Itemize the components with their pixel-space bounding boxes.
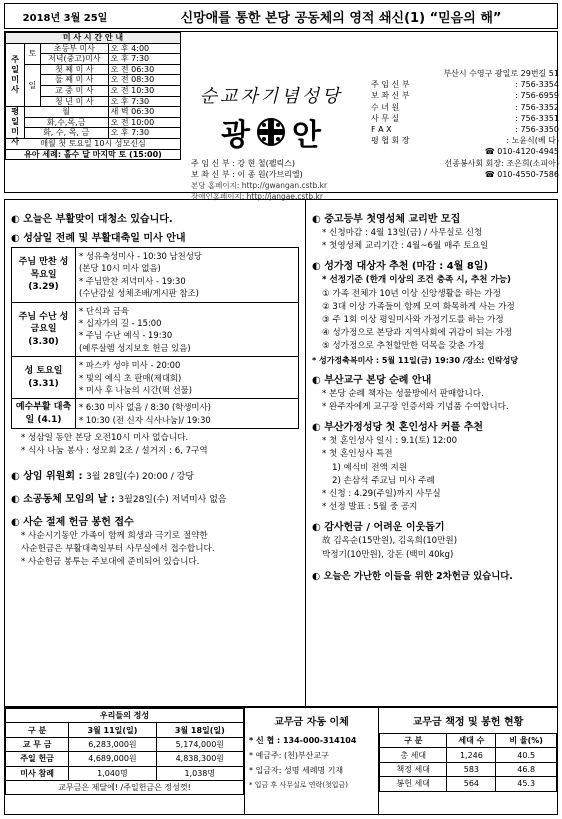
- holy-family-item: ② 3대 이상 가족들이 함께 모여 화목하게 사는 가정: [322, 301, 515, 312]
- mass-time: 오 전 10:00: [108, 117, 180, 128]
- holy-family-item: ③ 주 1회 이상 평일미사와 가정기도를 하는 가정: [322, 315, 504, 326]
- lent-item: * 사순헌금 봉투는 주보대에 준비되어 있습니다.: [21, 557, 200, 568]
- header-bar: [4, 3, 558, 29]
- mass-schedule-title: 미 사 시 간 안 내: [6, 33, 181, 44]
- contact-key: 수 녀 원: [371, 102, 400, 112]
- tithe-cell: 1,246: [447, 748, 496, 762]
- notice-cleaning: ◐ 오늘은 부활맞이 대청소 있습니다.: [11, 214, 173, 225]
- tithe-head: 세대 수: [447, 734, 496, 748]
- committee-text: 3월 28일(수) 20:00 / 강당: [85, 471, 195, 482]
- offering-head: 3월 18일(일): [156, 723, 243, 737]
- contact-value: : 756-6959: [515, 91, 559, 101]
- holy-family-lead: * 선정기준 (한개 이상의 조건 충족 시, 추천 가능): [322, 275, 511, 286]
- wedding-item: 1) 예식비 전액 지원: [332, 462, 408, 473]
- offering-footer: 교무금은 제달에! /주일헌금은 정성껏!: [6, 780, 244, 794]
- mass-name: 교 중 미 사: [40, 85, 108, 96]
- cross-emblem-icon: [256, 117, 286, 147]
- holy-family-mass: * 성가정축복미사 : 5월 11일(금) 19:30 /장소: 인락성당: [312, 355, 519, 365]
- bulletin-date: 2018년 3월 25일: [22, 12, 108, 24]
- top-section: [4, 31, 559, 201]
- staff-info: [191, 158, 363, 202]
- lent-item: 사순헌금은 부활대축일부터 사무실에서 접수합니다.: [21, 543, 215, 554]
- auto-transfer-title: 교무금 자동 이체: [274, 717, 349, 728]
- auto-transfer-item: * 신 협 : 134-000-314104: [249, 736, 357, 745]
- wedding-title: ◐ 부산가정성당 첫 혼인성사 커플 추천: [312, 422, 484, 434]
- mass-name: 초등부 미사: [40, 43, 108, 54]
- monthly-mass: 매월 첫 토요일 10시 성모신심: [6, 138, 181, 149]
- contact-value: : 756-3351: [515, 113, 559, 123]
- tithe-cell: 봉헌 세대: [380, 777, 447, 791]
- tithe-cell: 45.3: [496, 777, 557, 791]
- thanks-offering-item: 박정기(10만원), 강돈 (백미 40kg): [322, 549, 454, 560]
- schedule-item: * 미사 후 나눔의 시간(떡 선물): [79, 385, 193, 396]
- wedding-item: * 신청 : 4.29(주일)까지 사무실: [322, 489, 441, 500]
- offering-cell: 1,040명: [69, 766, 156, 780]
- weekday-head: 월: [24, 107, 108, 118]
- tithe-head: 구 분: [380, 734, 447, 748]
- holy-family-item: ① 가족 전체가 10년 이상 신앙생활을 하는 가정: [322, 288, 501, 299]
- tithe-cell: 46.8: [496, 762, 557, 776]
- offering-table: [5, 708, 245, 814]
- saturday-label: 토: [24, 43, 40, 64]
- sunday-mass-label: 주일미사: [6, 43, 25, 107]
- tithe-cell: 40.5: [496, 748, 557, 762]
- offering-cell: 6,283,000원: [69, 737, 156, 751]
- schedule-day: 주님 만찬 성 목요일 (3.29): [12, 248, 76, 303]
- holy-family-item: ⑤ 성가정으로 추천할만한 덕목을 갖춘 가정: [322, 341, 485, 352]
- easter-schedule-table: [11, 247, 299, 429]
- offering-cell: 미사 참례: [6, 766, 69, 780]
- staff-row: 주 임 신 부 : 강 현 철(펠릭스): [191, 159, 296, 168]
- mass-time: 오 전 10:30: [108, 85, 180, 96]
- phone: ☎ 010-4550-7586: [484, 169, 559, 179]
- auto-transfer-item: * 예금주: (천)부산교구: [249, 751, 329, 760]
- parish-logo: [191, 82, 351, 154]
- tithe-cell: 총 세대: [380, 748, 447, 762]
- wedding-item: * 선정 발표 : 5월 중 공지: [322, 502, 418, 513]
- lent-offering-title: ◐ 사순 절제 헌금 봉헌 접수: [11, 516, 134, 528]
- contact-info: [371, 68, 559, 180]
- schedule-item: * 성유축성미사 - 10:30 남천성당: [79, 251, 202, 261]
- tithe-cell: 책정 세대: [380, 762, 447, 776]
- offering-cell: 5,174,000원: [156, 737, 243, 751]
- mass-name: 화,수,목,금: [24, 117, 108, 128]
- offering-head: 3월 11일(일): [69, 723, 156, 737]
- mass-time: 오 전 06:30: [108, 64, 180, 75]
- tithe-status: [379, 708, 557, 814]
- mass-time: 오 후 7:30: [108, 54, 180, 65]
- parish-subtitle: 순교자기념성당: [199, 86, 343, 107]
- contact-value: : 노윤식(베 다): [506, 136, 559, 146]
- wedding-item: * 첫 혼인성사 일시 : 9.1(토) 12:00: [322, 436, 458, 447]
- tithe-status-title: 교무금 책정 및 봉헌 현황: [412, 717, 524, 728]
- schedule-day: 예수부활 대축일 (4.1): [12, 399, 76, 429]
- contact-key: 주 임 신 부: [371, 80, 410, 90]
- bulletin-slogan: 신망애를 통한 본당 공동체의 영적 쇄신(1) “믿음의 해”: [180, 10, 502, 26]
- contact-value: : 756-3350: [515, 125, 559, 135]
- disability-homepage-label: 장애인홈페이지:: [191, 192, 245, 201]
- right-column: [306, 199, 558, 707]
- phone: ☎ 010-4120-4945: [484, 147, 559, 157]
- mass-schedule: [5, 32, 181, 160]
- schedule-item: (수난감실 성체조배/게시판 참조): [79, 288, 199, 299]
- schedule-item: * 단식과 금육: [79, 305, 129, 316]
- funeral-service-rep: 선종봉사회 회장: 조은희(소피아): [444, 158, 559, 168]
- mass-name: 청 년 미 사: [40, 96, 108, 107]
- thanks-offering-title: ◐ 감사헌금 / 어려운 이웃돕기: [312, 522, 445, 534]
- pilgrimage-item: * 완주자에게 교구장 인증서와 기념품 수여합니다.: [322, 402, 509, 413]
- mass-time: 새 벽 06:30: [108, 107, 180, 118]
- mass-name: 첫 째 미 사: [40, 64, 108, 75]
- infant-baptism: 유아 세례: 홀수 달 마지막 토 (15:00): [6, 149, 181, 160]
- auto-transfer: [245, 708, 379, 814]
- sunday-label: 일: [24, 64, 40, 106]
- tithe-head: 비 율(%): [496, 734, 557, 748]
- offering-cell: 주일 헌금: [6, 752, 69, 766]
- note: * 식사 나눔 봉사 : 성모회 2조 / 설거지 : 6, 7구역: [21, 446, 208, 457]
- bottom-section: [4, 707, 558, 815]
- mass-name: 둘 째 미 사: [40, 75, 108, 86]
- schedule-item: * 10:30 (전 신자 식사나눔)/ 19:30: [79, 414, 211, 425]
- schedule-item: * 주님만찬 저녁미사 - 19:30: [79, 275, 186, 286]
- holy-family-title: ◐ 성가정 대상자 추천 (마감 : 4월 8일): [312, 261, 489, 273]
- offering-cell: 4,689,000원: [69, 752, 156, 766]
- mass-time: 오 전 08:30: [108, 75, 180, 86]
- note: * 성삼일 동안 본당 오전10시 미사 없습니다.: [21, 433, 189, 444]
- tithe-cell: 583: [447, 762, 496, 776]
- contact-key: F A X: [371, 125, 392, 135]
- parish-name-right: 안: [292, 118, 321, 153]
- offering-cell: 4,838,300원: [156, 752, 243, 766]
- schedule-day: 주님 수난 성 금요일 (3.30): [12, 302, 76, 357]
- contact-key: 사 무 실: [371, 113, 400, 123]
- homepage-link[interactable]: http://gwangan.cstb.kr: [241, 181, 328, 190]
- schedule-item: * 6:30 미사 없음 / 8:30 (학생미사): [79, 402, 211, 413]
- schedule-day: 성 토요일 (3.31): [12, 357, 76, 399]
- first-communion-item: * 신청마감 : 4월 13일(금) / 사무실로 신청: [322, 228, 483, 238]
- schedule-item: * 십자가의 길 - 15:00: [79, 318, 162, 329]
- mass-name: 화, 수, 목, 금: [24, 128, 108, 139]
- offering-head: 구 분: [6, 723, 69, 737]
- staff-row: 보 좌 신 부 : 이 종 원(가브리엘): [191, 170, 303, 179]
- offering-cell: 1,038명: [156, 766, 243, 780]
- auto-transfer-item: * 입금자: 성명 세례명 기재: [249, 766, 344, 775]
- mass-name: 저녁(중고)미사: [40, 54, 108, 65]
- contact-value: : 756-3352: [515, 102, 559, 112]
- wedding-item: 2) 손삼석 주교님 미사 주례: [332, 475, 435, 486]
- wedding-item: * 첫 혼인성사 특전: [322, 449, 393, 460]
- schedule-item: * 빛의 예식 초 판매(제대회): [79, 372, 182, 383]
- schedule-item: (예루살렘 성지보호 헌금 있음): [79, 342, 191, 353]
- offering-title: 우리들의 정성: [6, 709, 244, 723]
- schedule-item: (본당 10시 미사 없음): [79, 263, 161, 274]
- notice-easter-schedule: ◐ 성삼일 전례 및 부활대축일 미사 안내: [11, 233, 186, 244]
- weekday-mass-label: 평일미사: [6, 107, 25, 139]
- contact-key: 보 좌 신 부: [371, 91, 410, 101]
- pilgrimage-item: * 본당 순례 책자는 성물방에서 판매합니다.: [322, 388, 484, 399]
- holy-family-item: ④ 성가정으로 본당과 지역사회에 귀감이 되는 가정: [322, 328, 513, 339]
- parish-name-left: 광: [221, 118, 250, 153]
- schedule-item: * 파스카 성야 미사 - 20:00: [79, 360, 181, 371]
- schedule-item: * 주님 수난 예식 - 19:30: [79, 330, 173, 341]
- left-column: [4, 199, 306, 707]
- address: 부산시 수영구 광일로 29번길 51: [443, 69, 559, 78]
- first-communion-title: ◐ 중고등부 첫영성체 교리반 모집: [312, 214, 461, 225]
- small-community-title: ◐ 소공동체 모임의 날 :: [11, 493, 115, 505]
- pilgrimage-title: ◐ 부산교구 본당 순례 안내: [312, 374, 432, 386]
- second-collection-notice: ◐ 오늘은 가난한 이들을 위한 2차헌금 있습니다.: [312, 570, 513, 582]
- mass-time: 오 후 4:00: [108, 43, 180, 54]
- homepage-label: 본당 홈페이지:: [191, 181, 240, 190]
- auto-transfer-item: * 입금 후 사무실로 연락(첫입금): [249, 781, 349, 789]
- contact-key: 평 협 회 장: [371, 136, 410, 146]
- mass-time: 오 후 7:30: [108, 128, 180, 139]
- first-communion-item: * 첫영성체 교리기간 : 4월~6월 매주 토요일: [322, 241, 489, 252]
- mass-time: 오 후 7:30: [108, 96, 180, 107]
- contact-value: : 756-3354: [515, 80, 559, 90]
- committee-title: ◐ 상임 위원회 :: [11, 470, 83, 482]
- lent-item: * 사순시기동안 가족이 함께 희생과 극기로 절약한: [21, 530, 208, 541]
- tithe-cell: 564: [447, 777, 496, 791]
- offering-cell: 교 무 금: [6, 737, 69, 751]
- thanks-offering-item: 故 김옥순(15만원), 김옥희(10만원): [322, 536, 458, 547]
- small-community-text: 3월28일(수) 저녁미사 없음: [118, 494, 227, 505]
- disability-homepage-link[interactable]: http://jangae.cstb.kr: [246, 192, 323, 201]
